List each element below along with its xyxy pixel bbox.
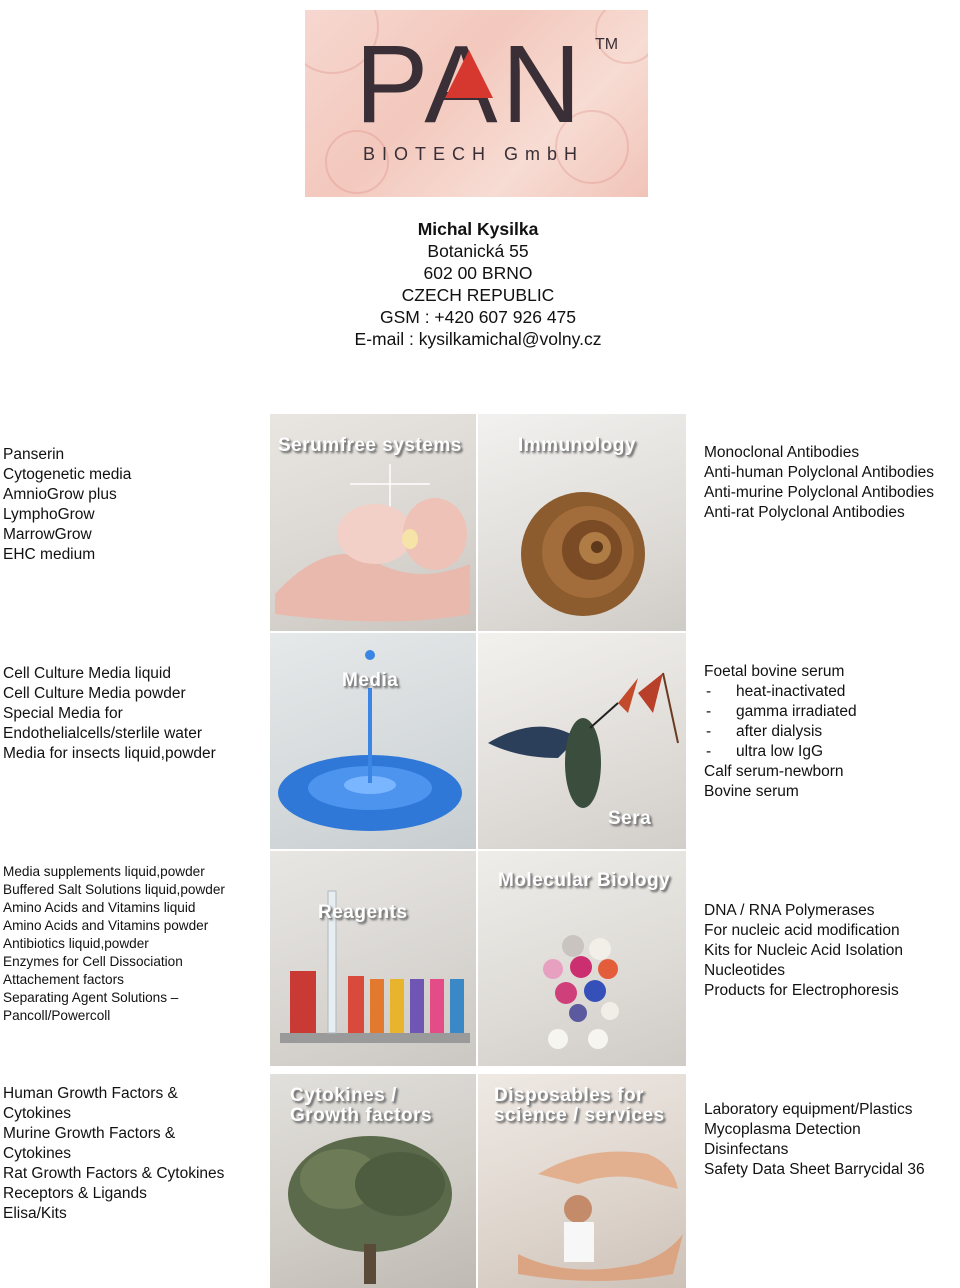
logo-subtitle: BIOTECH GmbH [363,144,585,164]
serumfree-product-list [3,445,131,565]
disposables-tile [478,1074,686,1288]
test-tubes-illustration [270,851,476,1066]
list-item: Calf serum-newborn [704,763,844,780]
media-tile-label: Media [342,670,399,691]
list-item: Buffered Salt Solutions liquid,powder [3,882,225,897]
list-item: EHC medium [3,546,96,563]
reagents-tile-label: Reagents [318,902,408,923]
logo-triangle-icon [445,50,493,98]
contact-phone: GSM : +420 607 926 475 [379,307,577,327]
list-item: Separating Agent Solutions – [3,990,179,1005]
list-item: Products for Electrophoresis [704,982,899,999]
list-item: - ultra low IgG [704,742,857,762]
list-item: Anti-human Polyclonal Antibodies [704,464,935,481]
list-item: Anti-rat Polyclonal Antibodies [704,504,905,521]
list-item: - gamma irradiated [704,702,857,722]
list-item: Endothelialcells/sterlile water [3,725,203,742]
immunology-product-list [704,443,934,523]
molecular-tile-label: Molecular Biology [498,870,671,891]
pan-biotech-logo [305,10,648,197]
sera-product-list [704,662,857,802]
list-item: Elisa/Kits [3,1205,67,1222]
cytokines-product-list [3,1084,224,1224]
list-item: Murine Growth Factors & [3,1125,176,1142]
contact-name: Michal Kysilka [417,219,539,239]
list-item: Disinfectans [704,1141,789,1158]
list-item: Antibiotics liquid,powder [3,936,149,951]
list-item: Cell Culture Media liquid [3,665,171,682]
list-item: Foetal bovine serum [704,663,845,680]
list-item: Cell Culture Media powder [3,685,186,702]
list-item: Media for insects liquid,powder [3,745,216,762]
sera-tile [478,633,686,849]
serumfree-tile-label: Serumfree systems [278,435,462,456]
list-item: Cytogenetic media [3,466,132,483]
list-item: Laboratory equipment/Plastics [704,1101,913,1118]
list-item: Enzymes for Cell Dissociation [3,954,183,969]
contact-country: CZECH REPUBLIC [401,285,555,305]
list-item: Cytokines [3,1145,72,1162]
list-item: Special Media for [3,705,123,722]
media-product-list [3,664,216,764]
disposables-product-list [704,1100,925,1180]
water-drop-illustration [270,633,476,849]
list-item: Safety Data Sheet Barrycidal 36 [704,1161,925,1178]
list-item: Media supplements liquid,powder [3,864,205,879]
list-item: Pancoll/Powercoll [3,1008,111,1023]
list-item: Amino Acids and Vitamins powder [3,918,209,933]
contact-city: 602 00 BRNO [423,263,533,283]
molecular-biology-tile [478,851,686,1066]
list-item: AmnioGrow plus [3,486,117,503]
list-item: Bovine serum [704,783,799,800]
sera-tile-label: Sera [608,808,652,829]
list-item: LymphoGrow [3,506,95,523]
cytokines-tile-label: Cytokines / Growth factors [290,1085,433,1126]
list-item: For nucleic acid modification [704,922,900,939]
list-item: Panserin [3,446,65,463]
list-item: Monoclonal Antibodies [704,444,860,461]
list-item: Receptors & Ligands [3,1185,147,1202]
list-item: Rat Growth Factors & Cytokines [3,1165,225,1182]
list-item: - heat-inactivated [704,682,857,702]
list-item: Mycoplasma Detection [704,1121,861,1138]
list-item: Nucleotides [704,962,785,979]
reagents-product-list [3,863,225,1025]
serumfree-systems-tile [270,414,476,631]
list-item: Attachement factors [3,972,124,987]
logo-trademark: TM [595,36,619,53]
immunology-tile-label: Immunology [518,435,636,456]
list-item: DNA / RNA Polymerases [704,902,875,919]
logo-brand: PAN [355,23,586,146]
immunology-tile [478,414,686,631]
list-item: - after dialysis [704,722,857,742]
contact-block [300,218,656,350]
reagents-tile [270,851,476,1066]
cytokines-growth-factors-tile [270,1074,476,1288]
disposables-tile-label: Disposables for science / services [494,1085,665,1126]
list-item: Kits for Nucleic Acid Isolation [704,942,904,959]
contact-email: E-mail : kysilkamichal@volny.cz [354,329,602,349]
list-item: Cytokines [3,1105,72,1122]
media-tile [270,633,476,849]
list-item: Anti-murine Polyclonal Antibodies [704,484,935,501]
molecular-product-list [704,901,903,1001]
hummingbird-illustration [478,633,686,849]
list-item: Human Growth Factors & [3,1085,178,1102]
list-item: Amino Acids and Vitamins liquid [3,900,196,915]
list-item: MarrowGrow [3,526,92,543]
contact-street: Botanická 55 [427,241,529,261]
